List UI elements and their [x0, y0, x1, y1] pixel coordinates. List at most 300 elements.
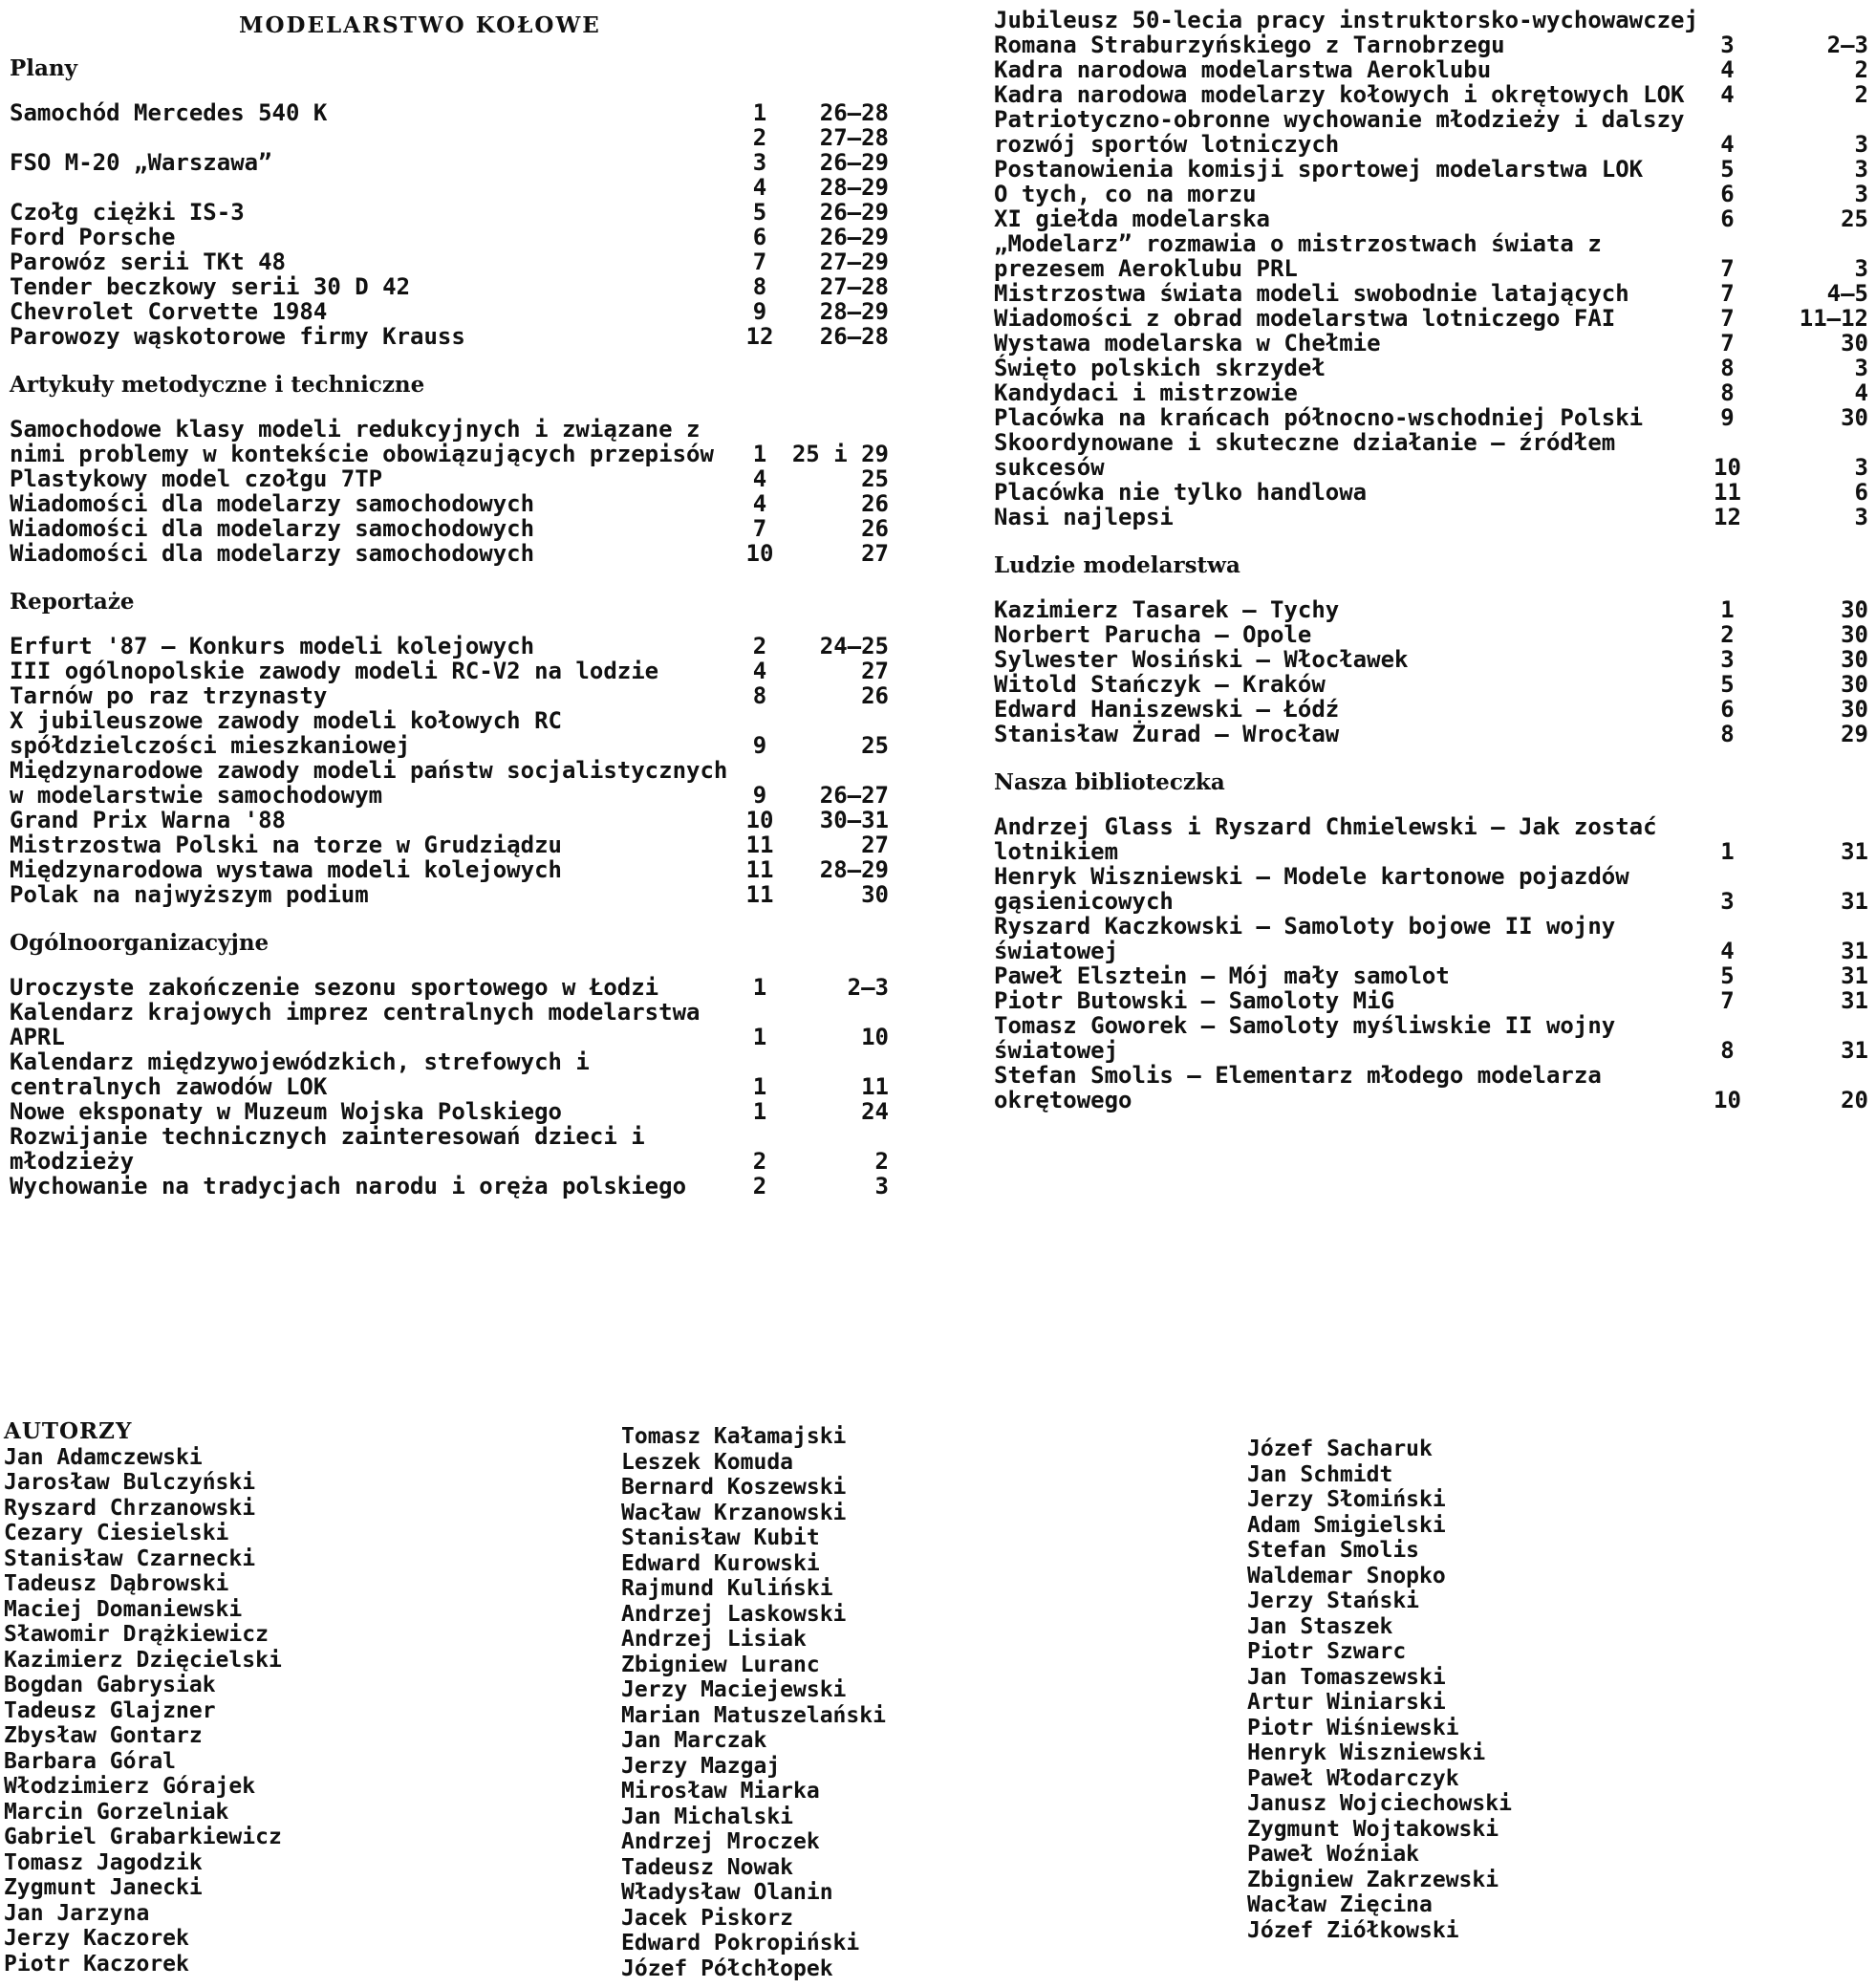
entry-title: Ryszard Kaczkowski — Samoloty bojowe II wojny światowej: [994, 913, 1616, 964]
page-numbers: 27: [861, 540, 889, 567]
page-numbers: 2: [1854, 81, 1868, 108]
index-entry: [10, 1049, 889, 1099]
issue-number: 7: [1720, 255, 1735, 282]
page-numbers: 30: [1841, 671, 1868, 698]
index-entry: [10, 1174, 889, 1199]
issue-number: 12: [745, 323, 774, 350]
author-name: Edward Kurowski: [621, 1550, 820, 1576]
index-entry: [10, 708, 889, 758]
author-name: Zbigniew Luranc: [621, 1652, 820, 1677]
author-name: Ryszard Chrzanowski: [4, 1495, 256, 1521]
issue-number: 1: [752, 1073, 767, 1100]
section-heading: Nasza biblioteczka: [994, 769, 1225, 795]
index-entry: [10, 417, 889, 466]
page-numbers: 31: [1841, 838, 1868, 865]
entry-title: Piotr Butowski — Samoloty MiG: [994, 987, 1395, 1014]
issue-number: 9: [752, 298, 767, 325]
index-entry: [994, 722, 1868, 746]
index-entry: [994, 814, 1868, 864]
issue-number: 1: [752, 1024, 767, 1050]
issue-number: 7: [752, 248, 767, 275]
page-numbers: 31: [1841, 962, 1868, 989]
index-entry: [10, 225, 889, 249]
author-name: Rajmund Kuliński: [621, 1576, 833, 1601]
entry-title: O tych, co na morzu: [994, 181, 1257, 207]
section-spacer: [10, 349, 889, 357]
index-entry: [10, 249, 889, 274]
page-numbers: 25: [861, 732, 889, 759]
index-entry: [10, 882, 889, 907]
page-numbers: 26: [861, 490, 889, 517]
page-numbers: 11—12: [1799, 305, 1868, 332]
page-numbers: 26—29: [819, 224, 889, 250]
entry-title: Paweł Elsztein — Mój mały samolot: [994, 962, 1450, 989]
author-name: Jerzy Kaczorek: [4, 1926, 189, 1951]
index-entry: [10, 857, 889, 882]
index-entry: [994, 647, 1868, 672]
section-spacer: [994, 746, 1868, 754]
author-name: Piotr Wiśniewski: [1247, 1715, 1459, 1740]
author-name: Janusz Wojciechowski: [1247, 1791, 1512, 1816]
issue-number: 11: [745, 832, 774, 858]
author-name: Leszek Komuda: [621, 1449, 794, 1475]
page-numbers: 4: [1854, 379, 1868, 406]
page-numbers: 27—29: [819, 248, 889, 275]
author-name: Piotr Kaczorek: [4, 1951, 189, 1977]
author-name: Waldemar Snopko: [1247, 1563, 1446, 1588]
author-name: Stefan Smolis: [1247, 1538, 1420, 1563]
index-entry: [10, 125, 889, 150]
author-name: Andrzej Lisiak: [621, 1627, 807, 1652]
entry-title: Międzynarodowe zawody modeli państw socjalistycznych w modelarstwie samochodowym: [10, 757, 728, 809]
issue-number: 11: [1714, 479, 1741, 506]
page-numbers: 3: [1854, 181, 1868, 207]
index-entry: [994, 697, 1868, 722]
author-name: Paweł Woźniak: [1247, 1842, 1420, 1867]
issue-number: 7: [752, 515, 767, 542]
author-name: Barbara Góral: [4, 1748, 177, 1774]
author-name: Jan Tomaszewski: [1247, 1664, 1446, 1690]
entry-title: Placówka na krańcach północno-wschodniej Polski: [994, 404, 1644, 431]
author-name: Władysław Olanin: [621, 1880, 833, 1905]
page-numbers: 2—3: [1826, 32, 1868, 58]
author-name: Jan Adamczewski: [4, 1444, 203, 1470]
index-entry: [10, 832, 889, 857]
issue-number: 1: [752, 1098, 767, 1125]
page-numbers: 26—28: [819, 99, 889, 126]
entry-title: Święto polskich skrzydeł: [994, 355, 1326, 381]
author-name: Gabriel Grabarkiewicz: [4, 1825, 282, 1849]
issue-number: 7: [1720, 305, 1735, 332]
author-name: Edward Pokropiński: [621, 1931, 860, 1956]
issue-number: 9: [1720, 404, 1735, 431]
entry-title: Patriotyczno-obronne wychowanie młodzieży i dalszy rozwój sportów lotniczych: [994, 106, 1685, 158]
section-spacer: [994, 529, 1868, 537]
author-name: Maciej Domaniewski: [4, 1596, 243, 1622]
page-numbers: 30: [1841, 404, 1868, 431]
issue-number: 2: [1720, 621, 1735, 648]
author-name: Jan Schmidt: [1247, 1461, 1393, 1487]
entry-title: Wychowanie na tradycjach narodu i oręża polskiego: [10, 1173, 687, 1199]
page-numbers: 29: [1841, 721, 1868, 747]
index-entry: [10, 975, 889, 1000]
issue-number: 1: [1720, 596, 1735, 623]
issue-number: 10: [745, 540, 774, 567]
entry-title: Mistrzostwa świata modeli swobodnie latających: [994, 280, 1629, 307]
index-entry: [994, 82, 1868, 107]
section-spacer: [10, 566, 889, 573]
index-entry: [10, 541, 889, 566]
author-name: Zbysław Gontarz: [4, 1723, 203, 1748]
issue-number: 4: [1720, 938, 1735, 964]
author-name: Zygmunt Wojtakowski: [1247, 1816, 1499, 1842]
issue-number: 8: [752, 682, 767, 709]
author-name: Cezary Ciesielski: [4, 1521, 229, 1545]
entry-title: Kalendarz krajowych imprez centralnych modelarstwa APRL: [10, 999, 701, 1050]
index-entry: [10, 516, 889, 541]
issue-number: 8: [1720, 1037, 1735, 1064]
entry-title: X jubileuszowe zawody modeli kołowych RC spółdzielczości mieszkaniowej: [10, 707, 562, 759]
entry-title: Kalendarz międzywojewódzkich, strefowych i centralnych zawodów LOK: [10, 1048, 590, 1100]
index-entry: [994, 622, 1868, 647]
section-heading: Artykuły metodyczne i techniczne: [10, 372, 425, 398]
issue-number: 10: [745, 807, 774, 833]
index-entry: [994, 988, 1868, 1013]
entry-title: Wystawa modelarska w Chełmie: [994, 330, 1381, 357]
index-entry: [994, 306, 1868, 331]
index-entry: [994, 505, 1868, 529]
issue-number: 1: [752, 974, 767, 1001]
issue-number: 4: [752, 174, 767, 201]
page-numbers: 28—29: [819, 298, 889, 325]
author-name: Adam Smigielski: [1247, 1512, 1446, 1538]
entry-title: Andrzej Glass i Ryszard Chmielewski — Jak zostać lotnikiem: [994, 813, 1657, 865]
section-spacer: [994, 1113, 1868, 1120]
author-name: Jerzy Mazgaj: [621, 1753, 781, 1779]
entry-title: Jubileusz 50-lecia pracy instruktorsko-wychowawczej Romana Straburzyńskiego z Tarnobrzegu: [994, 7, 1698, 58]
entry-title: Wiadomości z obrad modelarstwa lotniczego FAI: [994, 305, 1616, 332]
section-heading: Ludzie modelarstwa: [994, 552, 1240, 578]
issue-number: 9: [752, 782, 767, 809]
page-numbers: 3: [874, 1173, 889, 1199]
issue-number: 8: [1720, 355, 1735, 381]
issue-number: 5: [752, 199, 767, 226]
page-numbers: 3: [1854, 156, 1868, 183]
index-entry: [994, 405, 1868, 430]
author-name: Zbigniew Zakrzewski: [1247, 1867, 1499, 1892]
page-numbers: 27: [861, 832, 889, 858]
entry-title: Kadra narodowa modelarstwa Aeroklubu: [994, 56, 1492, 83]
page-numbers: 2: [874, 1148, 889, 1175]
issue-number: 10: [1714, 454, 1741, 481]
author-name: Tadeusz Dąbrowski: [4, 1571, 229, 1596]
page-numbers: 26—29: [819, 199, 889, 226]
index-entry: [10, 1124, 889, 1174]
author-name: Jan Staszek: [1247, 1613, 1393, 1639]
index-entry: [994, 157, 1868, 182]
author-name: Kazimierz Dzięcielski: [4, 1647, 282, 1673]
page-numbers: 10: [861, 1024, 889, 1050]
issue-number: 2: [752, 1173, 767, 1199]
entry-title: Rozwijanie technicznych zainteresowań dzieci i młodzieży: [10, 1123, 645, 1175]
entry-title: FSO M-20 „Warszawa”: [10, 149, 272, 176]
index-entry: [994, 430, 1868, 480]
index-entry: [10, 466, 889, 491]
authors-heading: AUTORZY: [4, 1418, 133, 1444]
entry-title: Kazimierz Tasarek — Tychy: [994, 596, 1340, 623]
index-entry: [994, 182, 1868, 206]
index-entry: [994, 356, 1868, 380]
author-name: Stanisław Czarnecki: [4, 1545, 256, 1571]
section-heading: Ogólnoorganizacyjne: [10, 930, 270, 956]
page-numbers: 24—25: [819, 633, 889, 659]
page-numbers: 27—28: [819, 124, 889, 151]
section-heading: Reportaże: [10, 589, 135, 615]
entry-title: XI giełda modelarska: [994, 205, 1270, 232]
page-numbers: 3: [1854, 255, 1868, 282]
issue-number: 8: [752, 273, 767, 300]
issue-number: 3: [1720, 888, 1735, 915]
entry-title: Wiadomości dla modelarzy samochodowych: [10, 540, 535, 567]
issue-number: 3: [1720, 32, 1735, 58]
issue-number: 9: [752, 732, 767, 759]
page-numbers: 26—27: [819, 782, 889, 809]
section-heading: Plany: [10, 55, 78, 81]
issue-number: 10: [1714, 1087, 1741, 1113]
author-name: Andrzej Laskowski: [621, 1601, 847, 1627]
entry-title: Wiadomości dla modelarzy samochodowych: [10, 490, 535, 517]
issue-number: 3: [1720, 646, 1735, 673]
page-numbers: 27: [861, 658, 889, 684]
index-entry: [10, 274, 889, 299]
index-entry: [994, 206, 1868, 231]
author-name: Tadeusz Nowak: [621, 1854, 794, 1880]
index-entry: [10, 324, 889, 349]
index-entry: [10, 1000, 889, 1049]
entry-title: Polak na najwyższym podium: [10, 881, 369, 908]
index-entry: [994, 281, 1868, 306]
entry-title: Ford Porsche: [10, 224, 176, 250]
page-numbers: 31: [1841, 938, 1868, 964]
index-entry: [10, 100, 889, 125]
index-entry: [994, 914, 1868, 963]
authors-column-2: [621, 1424, 886, 1981]
entry-title: Erfurt '87 — Konkurs modeli kolejowych: [10, 633, 535, 659]
author-name: Włodzimierz Górajek: [4, 1774, 256, 1799]
issue-number: 4: [1720, 81, 1735, 108]
entry-title: Samochodowe klasy modeli redukcyjnych i związane z nimi problemy w kontekście obowiązujących przepisów: [10, 416, 714, 467]
issue-number: 12: [1714, 504, 1741, 530]
page-numbers: 24: [861, 1098, 889, 1125]
author-name: Tadeusz Glajzner: [4, 1697, 216, 1723]
authors-column-3: [1247, 1437, 1512, 1943]
author-name: Józef Ziółkowski: [1247, 1917, 1459, 1943]
page-numbers: 4—5: [1826, 280, 1868, 307]
page-numbers: 3: [1854, 131, 1868, 158]
entry-title: Nowe eksponaty w Muzeum Wojska Polskiego: [10, 1098, 562, 1125]
page-numbers: 26: [861, 515, 889, 542]
section-spacer: [10, 1199, 889, 1206]
author-name: Artur Winiarski: [1247, 1690, 1446, 1715]
index-entry: [994, 8, 1868, 57]
index-entry: [994, 1063, 1868, 1113]
page-numbers: 25 i 29: [791, 441, 889, 467]
page-numbers: 31: [1841, 888, 1868, 915]
entry-title: Tomasz Goworek — Samoloty myśliwskie II wojny światowej: [994, 1012, 1616, 1064]
issue-number: 4: [752, 490, 767, 517]
issue-number: 7: [1720, 280, 1735, 307]
right-column: [994, 8, 1868, 1120]
index-entry: [994, 1013, 1868, 1063]
index-entry: [10, 200, 889, 225]
entry-title: Witold Stańczyk — Kraków: [994, 671, 1326, 698]
author-name: Jan Michalski: [621, 1804, 794, 1829]
entry-title: Wiadomości dla modelarzy samochodowych: [10, 515, 535, 542]
author-name: Sławomir Drążkiewicz: [4, 1622, 269, 1647]
page-numbers: 30: [1841, 330, 1868, 357]
index-entry: [994, 963, 1868, 988]
page-numbers: 3: [1854, 504, 1868, 530]
author-name: Jacek Piskorz: [621, 1905, 794, 1931]
author-name: Andrzej Mroczek: [621, 1829, 820, 1854]
entry-title: Tender beczkowy serii 30 D 42: [10, 273, 411, 300]
entry-title: Chevrolet Corvette 1984: [10, 298, 328, 325]
index-entry: [994, 107, 1868, 157]
issue-number: 5: [1720, 156, 1735, 183]
author-name: Józef Półchłopek: [621, 1956, 833, 1981]
author-name: Bogdan Gabrysiak: [4, 1673, 216, 1697]
page-numbers: 30: [1841, 696, 1868, 723]
page-numbers: 25: [1841, 205, 1868, 232]
issue-number: 7: [1720, 330, 1735, 357]
index-entry: [994, 864, 1868, 914]
entry-title: Edward Haniszewski — Łódź: [994, 696, 1340, 723]
issue-number: 4: [752, 465, 767, 492]
author-name: Tomasz Kałamajski: [621, 1424, 847, 1449]
page-numbers: 28—29: [819, 174, 889, 201]
author-name: Jerzy Słomiński: [1247, 1487, 1446, 1512]
page-numbers: 31: [1841, 987, 1868, 1014]
issue-number: 1: [752, 441, 767, 467]
issue-number: 2: [752, 124, 767, 151]
page-numbers: 31: [1841, 1037, 1868, 1064]
entry-title: Parowóz serii TKt 48: [10, 248, 286, 275]
author-name: Marcin Gorzelniak: [4, 1799, 229, 1825]
index-entry: [994, 57, 1868, 82]
issue-number: 11: [745, 881, 774, 908]
index-entry: [10, 1099, 889, 1124]
page-numbers: 3: [1854, 355, 1868, 381]
page-numbers: 20: [1841, 1087, 1868, 1113]
index-entry: [10, 683, 889, 708]
author-name: Tomasz Jagodzik: [4, 1849, 203, 1875]
index-entry: [10, 150, 889, 175]
entry-title: Henryk Wiszniewski — Modele kartonowe pojazdów gąsienicowych: [994, 863, 1629, 915]
author-name: Paweł Włodarczyk: [1247, 1765, 1459, 1791]
entry-title: Mistrzostwa Polski na torze w Grudziądzu: [10, 832, 562, 858]
entry-title: Czołg ciężki IS-3: [10, 199, 245, 226]
index-entry: [10, 491, 889, 516]
author-name: Jan Marczak: [621, 1728, 767, 1753]
author-name: Marian Matuszelański: [621, 1702, 886, 1728]
issue-number: 2: [752, 633, 767, 659]
index-entry: [10, 808, 889, 832]
issue-number: 5: [1720, 671, 1735, 698]
page-numbers: 27—28: [819, 273, 889, 300]
entry-title: Nasi najlepsi: [994, 504, 1174, 530]
index-entry: [994, 672, 1868, 697]
page-numbers: 2—3: [847, 974, 889, 1001]
authors-column-1: [4, 1419, 282, 1977]
issue-number: 8: [1720, 379, 1735, 406]
author-name: Jarosław Bulczyński: [4, 1470, 256, 1495]
index-entry: [994, 331, 1868, 356]
page-numbers: 3: [1854, 454, 1868, 481]
index-entry: [10, 758, 889, 808]
issue-number: 3: [752, 149, 767, 176]
issue-number: 1: [1720, 838, 1735, 865]
author-name: Jan Jarzyna: [4, 1900, 150, 1926]
author-name: Mirosław Miarka: [621, 1779, 820, 1804]
entry-title: Kandydaci i mistrzowie: [994, 379, 1298, 406]
entry-title: Postanowienia komisji sportowej modelarstwa LOK: [994, 156, 1644, 183]
issue-number: 5: [1720, 962, 1735, 989]
left-column: [10, 8, 889, 1206]
entry-title: Międzynarodowa wystawa modeli kolejowych: [10, 856, 562, 883]
index-entry: [10, 634, 889, 659]
entry-title: Stefan Smolis — Elementarz młodego modelarza okrętowego: [994, 1062, 1602, 1113]
page-numbers: 6: [1854, 479, 1868, 506]
entry-title: Norbert Parucha — Opole: [994, 621, 1312, 648]
author-name: Zygmunt Janecki: [4, 1875, 203, 1900]
page-numbers: 26: [861, 682, 889, 709]
issue-number: 4: [1720, 56, 1735, 83]
entry-title: Stanisław Żurad — Wrocław: [994, 721, 1340, 747]
page-title: MODELARSTWO KOŁOWE: [239, 12, 601, 38]
page-numbers: 28—29: [819, 856, 889, 883]
author-name: Bernard Koszewski: [621, 1475, 847, 1500]
section-spacer: [10, 907, 889, 915]
entry-title: Grand Prix Warna '88: [10, 807, 286, 833]
page-numbers: 25: [861, 465, 889, 492]
author-name: Henryk Wiszniewski: [1247, 1740, 1486, 1765]
entry-title: Kadra narodowa modelarzy kołowych i okrętowych LOK: [994, 81, 1685, 108]
entry-title: Sylwester Wosiński — Włocławek: [994, 646, 1409, 673]
page-numbers: 30: [1841, 646, 1868, 673]
issue-number: 1: [752, 99, 767, 126]
author-name: Wacław Zięcina: [1247, 1892, 1433, 1917]
page-numbers: 2: [1854, 56, 1868, 83]
author-name: Jerzy Stański: [1247, 1588, 1420, 1613]
page-numbers: 26—28: [819, 323, 889, 350]
page-numbers: 30: [861, 881, 889, 908]
page-numbers: 30: [1841, 621, 1868, 648]
issue-number: 7: [1720, 987, 1735, 1014]
issue-number: 4: [752, 658, 767, 684]
entry-title: Skoordynowane i skuteczne działanie — źródłem sukcesów: [994, 429, 1616, 481]
issue-number: 2: [752, 1148, 767, 1175]
index-entry: [10, 299, 889, 324]
entry-title: Plastykowy model czołgu 7TP: [10, 465, 383, 492]
entry-title: Placówka nie tylko handlowa: [994, 479, 1368, 506]
page-numbers: 26—29: [819, 149, 889, 176]
issue-number: 6: [752, 224, 767, 250]
page-numbers: 11: [861, 1073, 889, 1100]
page-numbers: 30—31: [819, 807, 889, 833]
page-numbers: 30: [1841, 596, 1868, 623]
author-name: Stanisław Kubit: [621, 1525, 820, 1550]
author-name: Piotr Szwarc: [1247, 1639, 1407, 1664]
